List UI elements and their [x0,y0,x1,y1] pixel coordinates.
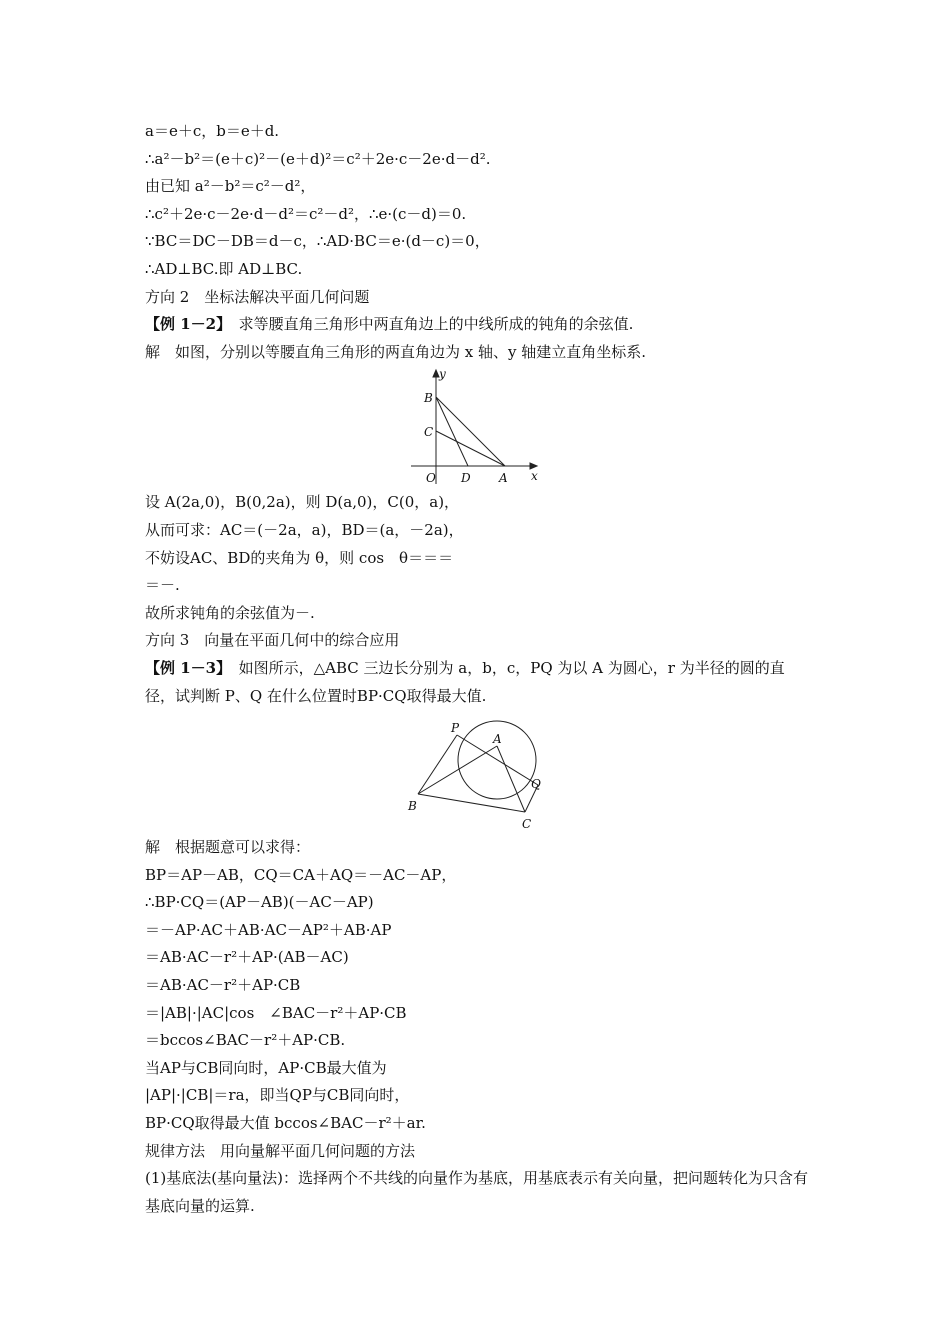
figure-coordinate-triangle-svg [145,366,810,489]
example-tag: 【例 1－2】 [145,315,224,334]
label-C: C [522,817,532,832]
label-x: x [531,469,538,484]
text-line: ＝－. [145,576,180,595]
text-line: ＝|AB|·|AC|cos ∠BAC－r²＋AP·CB [145,1003,407,1022]
solution-line: 解 如图，分别以等腰直角三角形的两直角边为 x 轴、y 轴建立直角坐标系. [145,342,647,361]
label-A: A [493,732,502,747]
text-line: BP＝AP－AB，CQ＝CA＋AQ＝－AC－AP， [145,865,457,884]
text-line: ＝bccos∠BAC－r²＋AP·CB. [145,1031,346,1050]
figure-coordinate-triangle [145,366,810,489]
label-D: D [461,471,471,486]
text-line: ＝AB·AC－r²＋AP·CB [145,976,301,995]
text-line: ∴c²＋2e·c－2e·d－d²＝c²－d²，∴e·(c－d)＝0. [145,204,467,223]
label-Q: Q [531,777,541,792]
text-line: ＝－AP·AC＋AB·AC－AP²＋AB·AP [145,920,392,939]
text-line: 当AP与CB同向时，AP·CB最大值为 [145,1058,387,1077]
label-C: C [424,425,434,440]
text-line: BP·CQ取得最大值 bccos∠BAC－r²＋ar. [145,1114,426,1133]
example-1-2 [145,311,810,339]
figure-circle-triangle-svg [145,710,810,834]
text-line: 故所求钝角的余弦值为－. [145,603,315,622]
section-heading: 规律方法 用向量解平面几何问题的方法 [145,1141,416,1160]
text-line: ∵BC＝DC－DB＝d－c，∴AD·BC＝e·(d－c)＝0， [145,232,490,251]
text-line: ∴AD⊥BC.即 AD⊥BC. [145,259,303,278]
example-text: 如图所示，△ABC 三边长分别为 a，b，c，PQ 为以 A 为圆心，r 为半径的圆的直径，试判断 P、Q 在什么位置时BP·CQ取得最大值. [145,658,785,705]
label-B: B [408,799,417,814]
label-y: y [439,367,446,382]
label-O: O [426,471,436,486]
text-line: ∴BP·CQ＝(AP－AB)(－AC－AP) [145,893,374,912]
text-line: a＝e＋c，b＝e＋d. [145,122,280,140]
label-A: A [499,471,508,486]
text-line: ＝AB·AC－r²＋AP·(AB－AC) [145,948,349,967]
section-heading: 方向 3 向量在平面几何中的综合应用 [145,631,400,650]
text-paragraph: (1)基底法(基向量法)：选择两个不共线的向量作为基底，用基底表示有关向量，把问题转化为只含有基底向量的运算. [145,1169,808,1215]
document-content [145,118,810,1220]
example-text: 求等腰直角三角形中两直角边上的中线所成的钝角的余弦值. [223,315,634,334]
figure-circle-triangle [145,710,810,834]
text-line: 由已知 a²－b²＝c²－d²， [145,177,316,196]
section-heading: 方向 2 坐标法解决平面几何问题 [145,287,370,306]
label-B: B [424,391,433,406]
text-line: 设 A(2a,0)，B(0,2a)，则 D(a,0)，C(0，a)， [145,493,460,512]
text-line: 从而可求：AC＝(－2a，a)，BD＝(a，－2a)， [145,520,464,539]
solution-line: 解 根据题意可以求得： [145,838,311,857]
example-tag: 【例 1－3】 [145,658,224,677]
text-line: ∴a²－b²＝(e＋c)²－(e＋d)²＝c²＋2e·c－2e·d－d². [145,149,491,168]
label-P: P [451,721,460,736]
text-line: |AP|·|CB|＝ra，即当QP与CB同向时， [145,1086,410,1105]
text-line: 不妨设AC、BD的夹角为 θ，则 cos θ＝＝＝ [145,548,454,567]
example-1-3 [145,655,810,710]
